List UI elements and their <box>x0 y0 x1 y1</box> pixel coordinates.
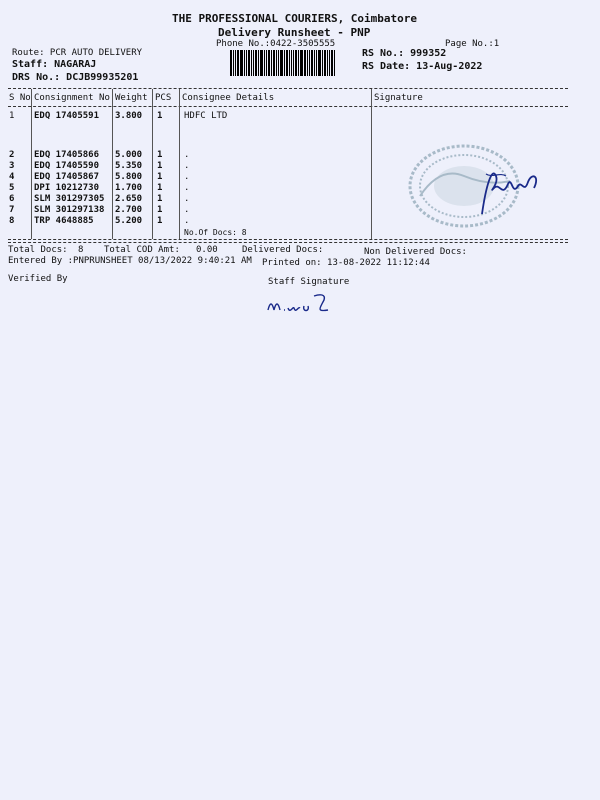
delivered-docs-label: Delivered Docs: <box>242 245 324 255</box>
total-cod-value: 0.00 <box>196 245 218 255</box>
company-name: THE PROFESSIONAL COURIERS, Coimbatore <box>172 12 418 25</box>
col-header-signature: Signature <box>374 93 423 103</box>
row-weight: 2.700 <box>115 205 143 215</box>
row-consignment: TRP 4648885 <box>34 216 94 226</box>
table-bottom-rule <box>8 239 568 240</box>
delivery-stamp-signature <box>400 136 560 236</box>
total-docs-value: 8 <box>78 245 84 255</box>
row-sno: 7 <box>9 205 15 215</box>
row-consignee: . <box>184 161 190 171</box>
page-number: Page No.:1 <box>445 39 500 49</box>
drs-number: DRS No.: DCJB99935201 <box>12 72 139 83</box>
row-sno: 4 <box>9 172 15 182</box>
barcode <box>230 50 348 76</box>
row-consignment: EDQ 17405591 <box>34 111 100 121</box>
row-consignment: EDQ 17405867 <box>34 172 100 182</box>
column-divider <box>179 89 180 239</box>
row-consignee: . <box>184 205 190 215</box>
total-cod-label: Total COD Amt: <box>104 245 180 255</box>
row-consignee: . <box>184 183 190 193</box>
row-pcs: 1 <box>157 216 163 226</box>
row-weight: 5.200 <box>115 216 143 226</box>
col-header-sno: S No <box>9 93 31 103</box>
row-sno: 1 <box>9 111 15 121</box>
rs-number: RS No.: 999352 <box>362 48 447 59</box>
phone-number: Phone No.:0422-3505555 <box>216 39 336 49</box>
verified-by: Verified By <box>8 274 68 284</box>
row-sno: 5 <box>9 183 15 193</box>
row-weight: 5.000 <box>115 150 143 160</box>
row-sno: 8 <box>9 216 15 226</box>
row-consignment: SLM 301297305 <box>34 194 105 204</box>
column-divider <box>31 89 32 239</box>
rs-date: RS Date: 13-Aug-2022 <box>362 61 483 72</box>
row-pcs: 1 <box>157 183 163 193</box>
row-sno: 3 <box>9 161 15 171</box>
row-consignee: . <box>184 172 190 182</box>
row-sno: 6 <box>9 194 15 204</box>
printed-on: Printed on: 13-08-2022 11:12:44 <box>262 258 430 268</box>
column-divider <box>152 89 153 239</box>
row-consignment: SLM 301297138 <box>34 205 105 215</box>
column-divider <box>371 89 372 239</box>
staff-signature-label: Staff Signature <box>268 277 350 287</box>
col-header-pcs: PCS <box>155 93 172 103</box>
row-weight: 2.650 <box>115 194 143 204</box>
row-pcs: 1 <box>157 111 163 121</box>
row-consignment: DPI 10212730 <box>34 183 100 193</box>
row-consignment: EDQ 17405590 <box>34 161 100 171</box>
table-top-rule <box>8 88 568 89</box>
col-header-consignment: Consignment No <box>34 93 110 103</box>
col-header-consignee: Consignee Details <box>182 93 275 103</box>
table-header-rule <box>8 106 568 107</box>
col-header-weight: Weight <box>115 93 148 103</box>
row-consignee: . <box>184 194 190 204</box>
row-weight: 1.700 <box>115 183 143 193</box>
row-consignee: . <box>184 216 190 226</box>
row-pcs: 1 <box>157 150 163 160</box>
row-pcs: 1 <box>157 205 163 215</box>
route: Route: PCR AUTO DELIVERY <box>12 48 143 58</box>
row-weight: 3.800 <box>115 111 143 121</box>
row-sno: 2 <box>9 150 15 160</box>
document-title: Delivery Runsheet - PNP <box>218 26 371 39</box>
row-weight: 5.350 <box>115 161 143 171</box>
row-consignment: EDQ 17405866 <box>34 150 100 160</box>
staff: Staff: NAGARAJ <box>12 59 97 70</box>
column-divider <box>112 89 113 239</box>
row-consignee: . <box>184 150 190 160</box>
footer-rule <box>8 242 568 243</box>
row-consignee: HDFC LTD <box>184 111 228 121</box>
row-pcs: 1 <box>157 172 163 182</box>
row-pcs: 1 <box>157 194 163 204</box>
staff-signature <box>262 288 342 318</box>
total-docs-label: Total Docs: <box>8 245 68 255</box>
non-delivered-docs-label: Non Delivered Docs: <box>364 247 467 257</box>
row-pcs: 1 <box>157 161 163 171</box>
row-weight: 5.800 <box>115 172 143 182</box>
entered-by: Entered By :PNPRUNSHEET 08/13/2022 9:40:21 AM <box>8 256 252 266</box>
no-of-docs: No.Of Docs: 8 <box>184 228 247 237</box>
